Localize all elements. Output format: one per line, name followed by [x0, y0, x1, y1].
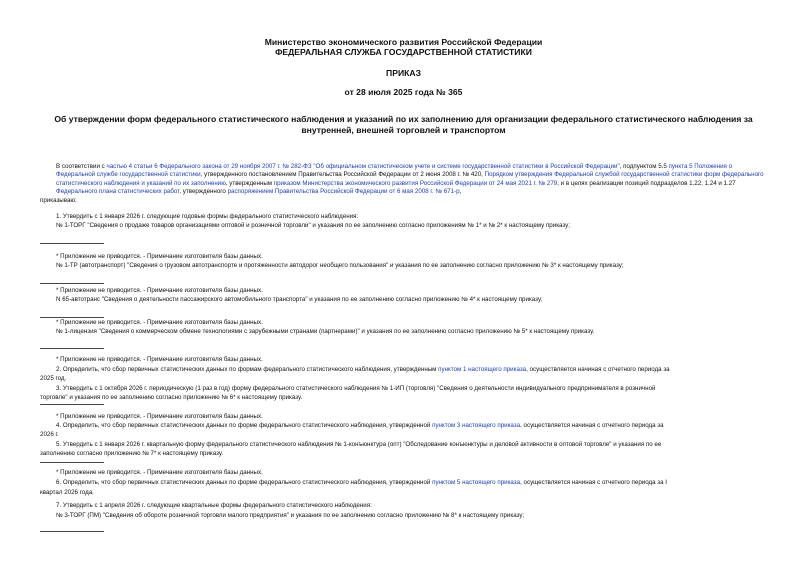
footnote-divider	[40, 283, 104, 284]
paragraph-2	[40, 366, 784, 374]
preamble-text: ,	[459, 188, 462, 196]
form-item-65-avtotrans: N 65-автотранс "Сведения о деятельности пассажирского автомобильного транспорта" и указания по ее заполнению согласно приложению № 4* к настоящему приказу;	[56, 296, 543, 303]
paragraph-text: , осуществляется начиная с отчетного периода за I	[520, 479, 668, 486]
footnote: * Приложение не приводится. - Примечание изготовителя базы данных.	[56, 413, 263, 420]
footnote: * Приложение не приводится. - Примечание изготовителя базы данных.	[56, 253, 263, 260]
footnote-divider	[40, 531, 104, 532]
link-government-decree[interactable]: распоряжением Правительства Российской Федерации от 6 мая 2008 г. № 671-р	[227, 188, 460, 196]
preamble-text: В соответствии с	[56, 163, 107, 170]
paragraph-text: , осуществляется начиная с отчетного периода за	[520, 422, 664, 429]
preamble-text: , и в целях реализации позиций подразделов 1.22, 1.24 и 1.27	[557, 179, 736, 187]
doc-type: ПРИКАЗ	[386, 68, 421, 78]
footnote: * Приложение не приводится. - Примечание изготовителя базы данных.	[56, 319, 263, 326]
footnote-divider	[40, 404, 104, 405]
paragraph-7: 7. Утвердить с 1 апреля 2026 г. следующие квартальные формы федерального статистического наблюдения:	[56, 502, 372, 509]
preamble-text: , подпунктом 5.5	[619, 163, 667, 170]
link-point-5[interactable]: пунктом 5 настоящего приказа	[432, 479, 521, 486]
paragraph-6	[40, 479, 784, 487]
doc-date-number: от 28 июля 2025 года № 365	[344, 87, 463, 97]
link-rosstat-regulation[interactable]: пункта 5 Положения о Федеральной службе государственной статистики	[56, 163, 733, 179]
paragraph-6-cont: квартал 2026 года.	[40, 489, 94, 496]
footnote-divider	[40, 317, 104, 318]
paragraph-1: 1. Утвердить с 1 января 2026 г. следующие годовые формы федерального статистического наблюдения:	[56, 213, 359, 220]
paragraph-text: , осуществляется начиная с отчетного периода за	[526, 366, 670, 373]
paragraph-text: 6. Определить, что сбор первичных статистических данных по форме федерального статистического наблюдения, утвержденной	[56, 479, 433, 486]
paragraph-5-cont: заполнению согласно приложению № 7* к настоящему приказу.	[40, 450, 224, 457]
link-point-1[interactable]: пунктом 1 настоящего приказа	[438, 366, 527, 373]
preamble-text: , утвержденным	[225, 179, 274, 187]
link-federal-law[interactable]: частью 4 статьи 6 Федерального закона от 29 ноября 2007 г. № 282-ФЗ "Об официальном статистическом учете и системе государственной статистики в Российской Федерации"	[106, 163, 620, 170]
footnote-divider	[40, 348, 104, 349]
ministry-name: Министерство экономического развития Российской Федерации	[264, 37, 543, 47]
form-item-3-torg-pm: № 3-ТОРГ (ПМ) "Сведения об обороте розничной торговли малого предприятия" и указания по ее заполнению согласно приложению № 8* к настоящему приказу;	[56, 512, 525, 519]
link-point-3[interactable]: пунктом 3 настоящего приказа	[432, 422, 521, 429]
paragraph-text: 4. Определить, что сбор первичных статистических данных по форме федерального статистического наблюдения, утвержденной	[56, 422, 433, 429]
footnote: * Приложение не приводится. - Примечание изготовителя базы данных.	[56, 287, 263, 294]
footnote: * Приложение не приводится. - Примечание изготовителя базы данных.	[56, 356, 263, 363]
link-statistical-plan[interactable]: Федерального плана статистических работ	[56, 188, 180, 196]
preamble-text: , утвержденного	[179, 188, 228, 196]
footnote: * Приложение не приводится. - Примечание изготовителя базы данных.	[56, 469, 263, 476]
link-approval-procedure[interactable]: Порядком утверждения Федеральной службой государственной статистики форм федерального статистического наблюдения и указаний по их заполнению	[56, 171, 764, 187]
form-item-1-torg: № 1-ТОРГ "Сведения о продаже товаров организациями оптовой и розничной торговли" и указания по ее заполнению согласно приложениям № 1* и № 2* к настоящему приказу;	[56, 222, 570, 229]
paragraph-2-cont: 2025 год.	[40, 375, 67, 382]
paragraph-4-cont: 2026 г.	[40, 431, 59, 438]
paragraph-5: 5. Утвердить с 1 января 2026 г. квартальную форму федерального статистического наблюдения № 1-конъюнктура (опт) "Обследование конъюнктуры и деловой активности в оптовой торговле" и указания по ее	[56, 441, 662, 448]
form-item-1-licenziya: № 1-лицензия "Сведения о коммерческом обмене технологиями с зарубежными странами (партнерами)" и указания по ее заполнению согласно приложению № 5* к настоящему приказу.	[56, 328, 595, 335]
paragraph-3-cont: торговле" и указания по ее заполнению согласно приложению № 6* к настоящему приказу.	[40, 394, 303, 401]
service-name: ФЕДЕРАЛЬНАЯ СЛУЖБА ГОСУДАРСТВЕННОЙ СТАТИСТИКИ	[275, 47, 532, 57]
paragraph-3: 3. Утвердить с 1 октября 2026 г. периодическую (1 раз в год) форму федерального статистического наблюдения № 1-ИП (торговля) "Сведения о деятельности индивидуального предпринимателя в розничной	[56, 385, 656, 392]
form-item-1-tr: № 1-ТР (автотранспорт) "Сведения о грузовом автотранспорте и протяженности автодорог необщего пользования" и указания по ее заполнению согласно приложению № 3* к настоящему приказу;	[56, 262, 624, 269]
link-ministry-order[interactable]: приказом Министерства экономического развития Российской Федерации от 24 мая 2021 г. № 279	[273, 179, 558, 187]
doc-title-line-2: внутренней, внешней торговлей и транспортом	[301, 125, 506, 135]
doc-title-line-1: Об утверждении форм федерального статистического наблюдения и указаний по их заполнению для организации федерального статистического наблюдения за	[54, 114, 753, 124]
footnote-divider	[40, 462, 104, 463]
preamble-text: , утвержденного постановлением Правительства Российской Федерации от 2 июня 2008 г. № 420,	[200, 171, 485, 179]
preamble	[40, 163, 768, 205]
preamble-text: приказываю:	[40, 196, 77, 204]
paragraph-text: 2. Определить, что сбор первичных статистических данных по формам федерального статистического наблюдения, утвержденным	[56, 366, 439, 373]
footnote-divider	[40, 243, 104, 244]
paragraph-4	[40, 422, 784, 430]
